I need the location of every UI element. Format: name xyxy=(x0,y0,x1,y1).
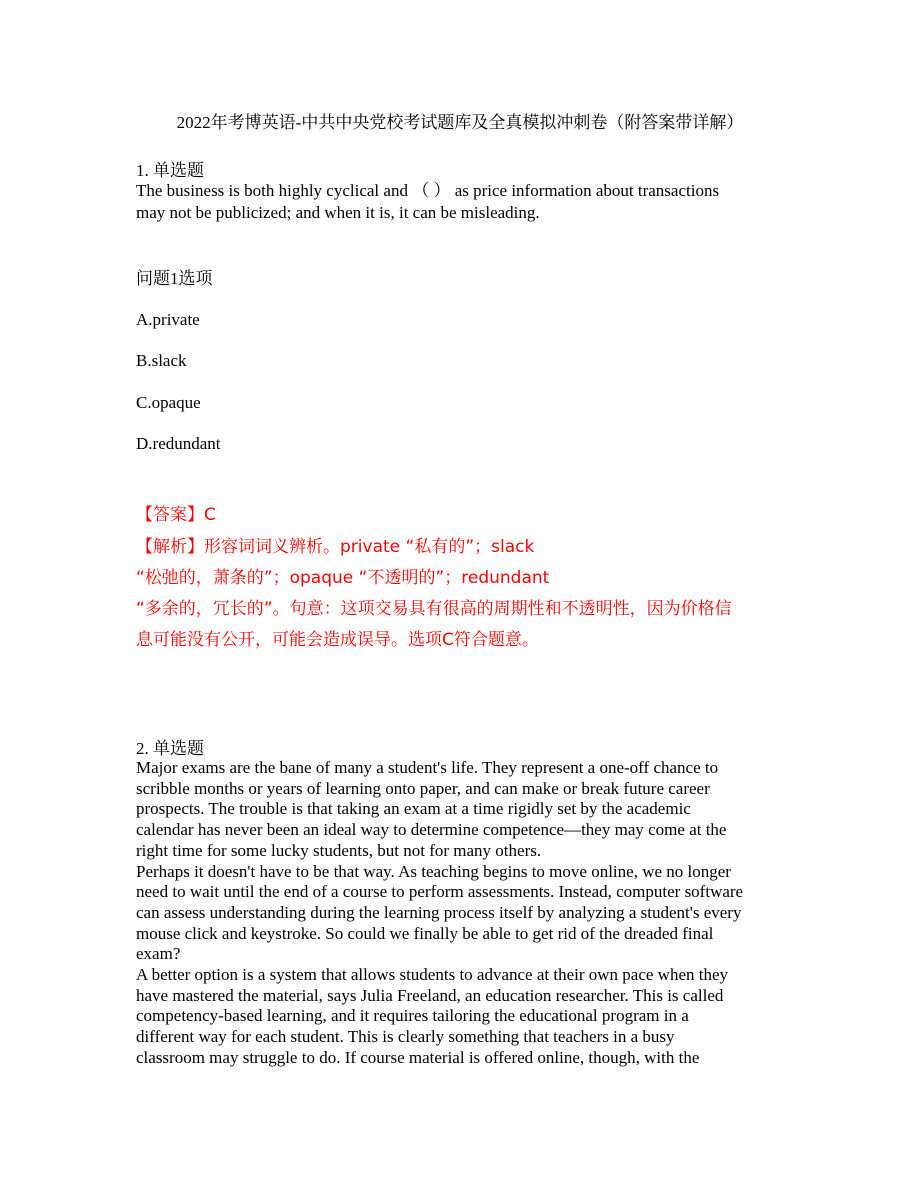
analysis-block xyxy=(136,532,796,656)
passage-line: need to wait until the end of a course to perform assessments. Instead, computer software xyxy=(136,882,744,902)
question-2-passage xyxy=(136,758,786,1069)
analysis-line: “松弛的，萧条的”；opaque “不透明的”；redundant xyxy=(136,568,550,588)
option-b: B.slack xyxy=(136,351,187,370)
passage-line: calendar has never been an ideal way to determine competence—they may come at the xyxy=(136,820,727,840)
page-title: 2022年考博英语-中共中央党校考试题库及全真模拟冲刺卷（附答案带详解） xyxy=(176,113,744,132)
question-1-stem-line: may not be publicized; and when it is, it can be misleading. xyxy=(136,203,540,222)
passage-line: have mastered the material, says Julia Freeland, an education researcher. This is called xyxy=(136,985,724,1005)
question-1-options-label: 问题1选项 xyxy=(136,269,213,288)
passage-line: Major exams are the bane of many a student's life. They represent a one-off chance to xyxy=(136,758,719,777)
question-1-label: 1. 单选题 xyxy=(136,161,204,180)
option-c: C.opaque xyxy=(136,393,201,412)
question-2-label: 2. 单选题 xyxy=(136,739,204,758)
option-a: A.private xyxy=(136,310,200,329)
passage-line: classroom may struggle to do. If course material is offered online, though, with the xyxy=(136,1047,700,1067)
passage-line: A better option is a system that allows students to advance at their own pace when they xyxy=(136,965,729,985)
passage-line: competency-based learning, and it requires tailoring the educational program in a xyxy=(136,1006,689,1026)
option-d: D.redundant xyxy=(136,434,221,453)
passage-line: right time for some lucky students, but not for many others. xyxy=(136,840,542,860)
question-1-stem xyxy=(136,180,786,224)
passage-line: Perhaps it doesn't have to be that way. As teaching begins to move online, we no longer xyxy=(136,861,731,881)
analysis-line: 【解析】形容词词义辨析。private “私有的”；slack xyxy=(136,537,535,557)
passage-line: exam? xyxy=(136,944,181,964)
passage-line: prospects. The trouble is that taking an exam at a time rigidly set by the academic xyxy=(136,799,691,819)
passage-line: scribble months or years of learning onto paper, and can make or break future career xyxy=(136,778,710,798)
question-1-stem-line: The business is both highly cyclical and （ ） as price information about transactions xyxy=(136,181,720,200)
passage-line: different way for each student. This is clearly something that teachers in a busy xyxy=(136,1027,675,1047)
analysis-line: “多余的，冗长的”。句意：这项交易具有很高的周期性和不透明性，因为价格信 xyxy=(136,599,732,619)
passage-line: mouse click and keystroke. So could we finally be able to get rid of the dreaded final xyxy=(136,923,714,943)
answer-text: 【答案】C xyxy=(136,505,216,525)
analysis-line: 息可能没有公开，可能会造成误导。选项C符合题意。 xyxy=(136,630,539,650)
passage-line: can assess understanding during the learning process itself by analyzing a student's every xyxy=(136,902,742,922)
